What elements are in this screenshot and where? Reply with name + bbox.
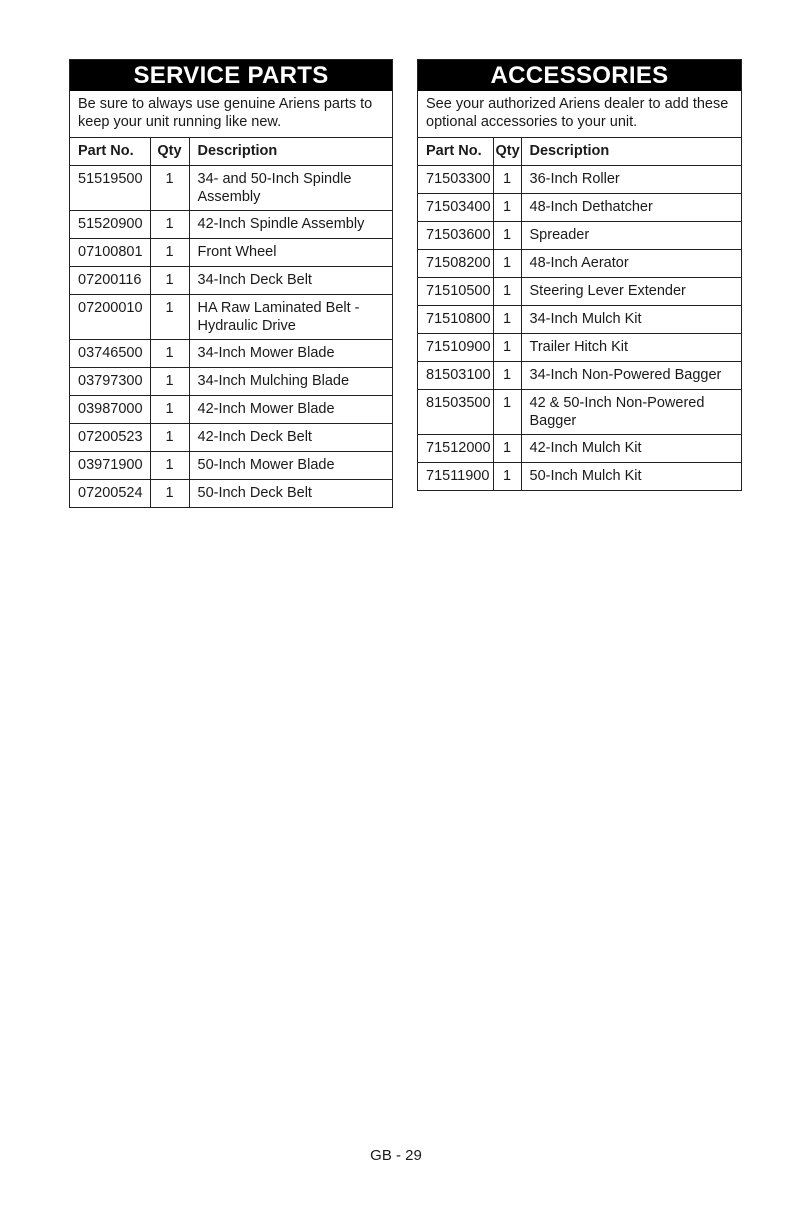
table-row xyxy=(418,250,741,278)
part-number: 71503400 xyxy=(418,194,493,222)
header-part-no: Part No. xyxy=(426,143,482,159)
quantity: 1 xyxy=(150,424,189,452)
part-number: 71503600 xyxy=(418,222,493,250)
table-row xyxy=(418,306,741,334)
part-number: 07200523 xyxy=(70,424,150,452)
description: 34-Inch Mower Blade xyxy=(189,340,392,368)
part-number: 71510900 xyxy=(418,334,493,362)
description: HA Raw Laminated Belt - Hydraulic Drive xyxy=(189,295,392,340)
quantity: 1 xyxy=(150,452,189,480)
part-number: 81503100 xyxy=(418,362,493,390)
part-number: 03746500 xyxy=(70,340,150,368)
quantity: 1 xyxy=(493,390,521,435)
quantity: 1 xyxy=(150,396,189,424)
quantity: 1 xyxy=(493,435,521,463)
description: Trailer Hitch Kit xyxy=(521,334,741,362)
quantity: 1 xyxy=(493,463,521,491)
description: 34-Inch Mulch Kit xyxy=(521,306,741,334)
part-number: 71510800 xyxy=(418,306,493,334)
description: 34-Inch Non-Powered Bagger xyxy=(521,362,741,390)
table-row xyxy=(418,435,741,463)
quantity: 1 xyxy=(150,295,189,340)
table-row xyxy=(70,396,392,424)
description: 42 & 50-Inch Non-Powered Bagger xyxy=(521,390,741,435)
quantity: 1 xyxy=(150,480,189,508)
accessories-panel xyxy=(417,59,742,491)
part-number: 03987000 xyxy=(70,396,150,424)
table-row xyxy=(418,334,741,362)
part-number: 51519500 xyxy=(70,166,150,211)
table-row xyxy=(418,463,741,491)
quantity: 1 xyxy=(150,166,189,211)
service-parts-title: SERVICE PARTS xyxy=(70,60,392,91)
table-row xyxy=(418,278,741,306)
part-number: 03797300 xyxy=(70,368,150,396)
part-number: 81503500 xyxy=(418,390,493,435)
table-row xyxy=(70,368,392,396)
part-number: 03971900 xyxy=(70,452,150,480)
table-row xyxy=(418,362,741,390)
part-number: 71510500 xyxy=(418,278,493,306)
table-row xyxy=(70,424,392,452)
table-row xyxy=(70,166,392,211)
header-part-no: Part No. xyxy=(78,143,134,159)
description: 34-Inch Mulching Blade xyxy=(189,368,392,396)
accessories-title: ACCESSORIES xyxy=(418,60,741,91)
table-header-row xyxy=(418,138,741,166)
header-qty: Qty xyxy=(150,138,189,166)
header-description: Description xyxy=(521,138,741,166)
table-header-row xyxy=(70,138,392,166)
accessories-intro: See your authorized Ariens dealer to add these optional accessories to your unit. xyxy=(418,91,741,138)
table-row xyxy=(70,295,392,340)
table-row xyxy=(70,211,392,239)
part-number: 71512000 xyxy=(418,435,493,463)
table-row xyxy=(418,222,741,250)
table-row xyxy=(70,340,392,368)
table-row xyxy=(418,166,741,194)
description: Front Wheel xyxy=(189,239,392,267)
description: 34- and 50-Inch Spindle Assembly xyxy=(189,166,392,211)
quantity: 1 xyxy=(150,368,189,396)
description: 42-Inch Spindle Assembly xyxy=(189,211,392,239)
description: 34-Inch Deck Belt xyxy=(189,267,392,295)
table-row xyxy=(70,239,392,267)
description: 42-Inch Deck Belt xyxy=(189,424,392,452)
description: 36-Inch Roller xyxy=(521,166,741,194)
header-qty: Qty xyxy=(493,138,521,166)
quantity: 1 xyxy=(493,194,521,222)
table-row xyxy=(418,390,741,435)
quantity: 1 xyxy=(150,267,189,295)
quantity: 1 xyxy=(493,250,521,278)
part-number: 71503300 xyxy=(418,166,493,194)
accessories-table xyxy=(418,138,741,490)
service-parts-table xyxy=(70,138,392,507)
part-number: 51520900 xyxy=(70,211,150,239)
table-row xyxy=(70,267,392,295)
description: Steering Lever Extender xyxy=(521,278,741,306)
description: 50-Inch Deck Belt xyxy=(189,480,392,508)
part-number: 07200116 xyxy=(70,267,150,295)
description: 48-Inch Aerator xyxy=(521,250,741,278)
part-number: 07200524 xyxy=(70,480,150,508)
description: 50-Inch Mower Blade xyxy=(189,452,392,480)
quantity: 1 xyxy=(493,222,521,250)
quantity: 1 xyxy=(150,211,189,239)
page-number: GB - 29 xyxy=(370,1147,422,1164)
quantity: 1 xyxy=(493,166,521,194)
part-number: 07100801 xyxy=(70,239,150,267)
quantity: 1 xyxy=(150,239,189,267)
table-row xyxy=(70,480,392,508)
quantity: 1 xyxy=(493,306,521,334)
quantity: 1 xyxy=(493,334,521,362)
part-number: 71508200 xyxy=(418,250,493,278)
description: 50-Inch Mulch Kit xyxy=(521,463,741,491)
quantity: 1 xyxy=(493,362,521,390)
quantity: 1 xyxy=(493,278,521,306)
service-parts-panel xyxy=(69,59,393,508)
quantity: 1 xyxy=(150,340,189,368)
part-number: 07200010 xyxy=(70,295,150,340)
table-row xyxy=(418,194,741,222)
table-row xyxy=(70,452,392,480)
description: 42-Inch Mulch Kit xyxy=(521,435,741,463)
description: 48-Inch Dethatcher xyxy=(521,194,741,222)
part-number: 71511900 xyxy=(418,463,493,491)
service-parts-intro: Be sure to always use genuine Ariens parts to keep your unit running like new. xyxy=(70,91,392,138)
description: 42-Inch Mower Blade xyxy=(189,396,392,424)
header-description: Description xyxy=(189,138,392,166)
description: Spreader xyxy=(521,222,741,250)
